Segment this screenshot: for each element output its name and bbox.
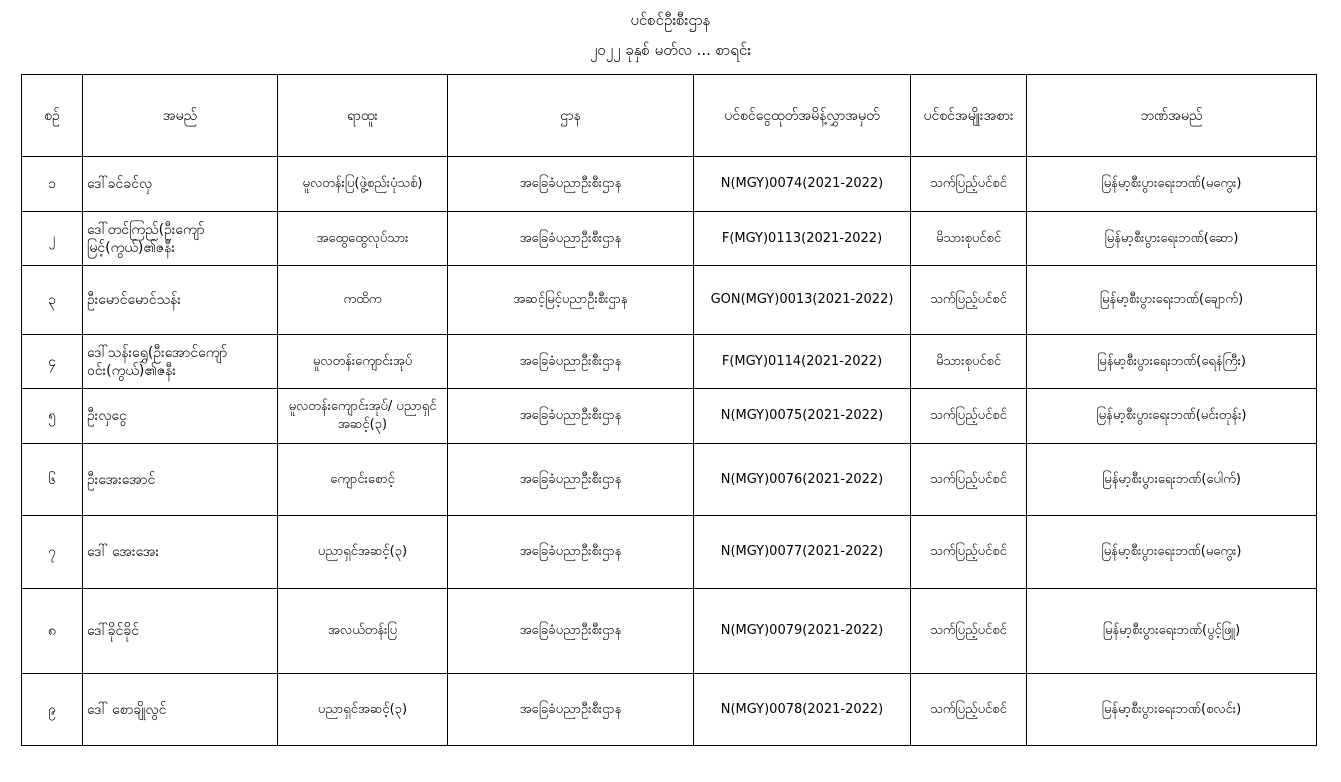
cell-department: အခြေခံပညာဦးစီးဌာန [448, 157, 694, 212]
document-subtitle: ၂၀၂၂ ခုနှစ် မတ်လ ... စာရင်း [589, 41, 752, 59]
cell-name: ဒေါ်ခင်ခင်လှ [83, 157, 278, 212]
header-bank: ဘဏ်အမည် [1027, 75, 1317, 157]
cell-bank: မြန်မာ့စီးပွားရေးဘဏ်(မင်းတုန်း) [1027, 389, 1317, 444]
cell-no: ၁ [22, 157, 83, 212]
table-row [22, 212, 1317, 266]
cell-department: အခြေခံပညာဦးစီးဌာန [448, 335, 694, 389]
cell-department: အဆင့်မြင့်ပညာဦးစီးဌာန [448, 266, 694, 335]
table-row [22, 157, 1317, 212]
cell-pension-type: မိသားစုပင်စင် [911, 212, 1027, 266]
cell-name: ဒေါ်တင်ကြည်(ဦးကျော်မြင့်(ကွယ်)၏ဇနီး [83, 212, 278, 266]
cell-pension-type: သက်ပြည့်ပင်စင် [911, 266, 1027, 335]
cell-pension-type: သက်ပြည့်ပင်စင် [911, 444, 1027, 516]
cell-ref: F(MGY)0114(2021-2022) [694, 335, 911, 389]
table-row [22, 266, 1317, 335]
cell-ref: N(MGY)0077(2021-2022) [694, 516, 911, 589]
cell-rank: အလယ်တန်းပြ [278, 589, 448, 674]
header-department: ဌာန [448, 75, 694, 157]
cell-bank: မြန်မာ့စီးပွားရေးဘဏ်(ဆော) [1027, 212, 1317, 266]
cell-department: အခြေခံပညာဦးစီးဌာန [448, 389, 694, 444]
cell-ref: N(MGY)0074(2021-2022) [694, 157, 911, 212]
cell-name: ဒေါ်သန်းရွှေ(ဦးအောင်ကျော်ဝင်း(ကွယ်)၏ဇနီး [83, 335, 278, 389]
table-row [22, 335, 1317, 389]
cell-department: အခြေခံပညာဦးစီးဌာန [448, 212, 694, 266]
table-row [22, 516, 1317, 589]
header-pension-type: ပင်စင်အမျိုးအစား [911, 75, 1027, 157]
header-no: စဉ် [22, 75, 83, 157]
cell-rank: ပညာရှင်အဆင့်(၃) [278, 674, 448, 746]
cell-bank: မြန်မာ့စီးပွားရေးဘဏ်(ပေါက်) [1027, 444, 1317, 516]
cell-department: အခြေခံပညာဦးစီးဌာန [448, 589, 694, 674]
cell-rank: ကျောင်းစောင့် [278, 444, 448, 516]
cell-name: ဦးမောင်မောင်သန်း [83, 266, 278, 335]
header-name: အမည် [83, 75, 278, 157]
cell-department: အခြေခံပညာဦးစီးဌာန [448, 674, 694, 746]
cell-rank: ပညာရှင်အဆင့်(၃) [278, 516, 448, 589]
document-title: ပင်စင်ဦးစီးဌာန [630, 11, 711, 29]
header-ref: ပင်စင်ငွေထုတ်အမိန့်လွှာအမှတ် [694, 75, 911, 157]
cell-no: ၃ [22, 266, 83, 335]
cell-department: အခြေခံပညာဦးစီးဌာန [448, 516, 694, 589]
cell-department: အခြေခံပညာဦးစီးဌာန [448, 444, 694, 516]
cell-pension-type: သက်ပြည့်ပင်စင် [911, 674, 1027, 746]
cell-bank: မြန်မာ့စီးပွားရေးဘဏ်(ချောက်) [1027, 266, 1317, 335]
cell-no: ၈ [22, 589, 83, 674]
header-rank: ရာထူး [278, 75, 448, 157]
cell-bank: မြန်မာ့စီးပွားရေးဘဏ်(မကွေး) [1027, 157, 1317, 212]
cell-bank: မြန်မာ့စီးပွားရေးဘဏ်(စလင်း) [1027, 674, 1317, 746]
cell-pension-type: သက်ပြည့်ပင်စင် [911, 516, 1027, 589]
cell-ref: N(MGY)0079(2021-2022) [694, 589, 911, 674]
cell-ref: GON(MGY)0013(2021-2022) [694, 266, 911, 335]
cell-rank: မူလတန်းပြ(ဖွဲ့စည်းပုံသစ်) [278, 157, 448, 212]
cell-no: ၅ [22, 389, 83, 444]
cell-pension-type: သက်ပြည့်ပင်စင် [911, 589, 1027, 674]
cell-pension-type: မိသားစုပင်စင် [911, 335, 1027, 389]
table-header-row [22, 75, 1317, 157]
cell-ref: N(MGY)0078(2021-2022) [694, 674, 911, 746]
cell-rank: မူလတန်းကျောင်းအုပ် [278, 335, 448, 389]
table-row [22, 444, 1317, 516]
cell-no: ၆ [22, 444, 83, 516]
table-row [22, 589, 1317, 674]
table-row [22, 674, 1317, 746]
cell-name: ဦးလှငွေ [83, 389, 278, 444]
cell-no: ၇ [22, 516, 83, 589]
cell-name: ဒေါ် စောချိုလွင် [83, 674, 278, 746]
cell-pension-type: သက်ပြည့်ပင်စင် [911, 389, 1027, 444]
cell-name: ဦးအေးအောင် [83, 444, 278, 516]
cell-bank: မြန်မာ့စီးပွားရေးဘဏ်(မကွေး) [1027, 516, 1317, 589]
cell-ref: N(MGY)0076(2021-2022) [694, 444, 911, 516]
cell-no: ၂ [22, 212, 83, 266]
cell-bank: မြန်မာ့စီးပွားရေးဘဏ်(ရေနံကြီး) [1027, 335, 1317, 389]
cell-no: ၄ [22, 335, 83, 389]
table-row [22, 389, 1317, 444]
cell-rank: ကထိက [278, 266, 448, 335]
cell-rank: မူလတန်းကျောင်းအုပ်/ ပညာရှင်အဆင့်(၃) [278, 389, 448, 444]
cell-ref: N(MGY)0075(2021-2022) [694, 389, 911, 444]
cell-name: ဒေါ်ခိုင်ခိုင် [83, 589, 278, 674]
pension-records-table [21, 74, 1317, 746]
cell-no: ၉ [22, 674, 83, 746]
cell-name: ဒေါ် အေးအေး [83, 516, 278, 589]
cell-pension-type: သက်ပြည့်ပင်စင် [911, 157, 1027, 212]
cell-ref: F(MGY)0113(2021-2022) [694, 212, 911, 266]
cell-bank: မြန်မာ့စီးပွားရေးဘဏ်(ပွင့်ဖြူ) [1027, 589, 1317, 674]
cell-rank: အထွေထွေလုပ်သား [278, 212, 448, 266]
